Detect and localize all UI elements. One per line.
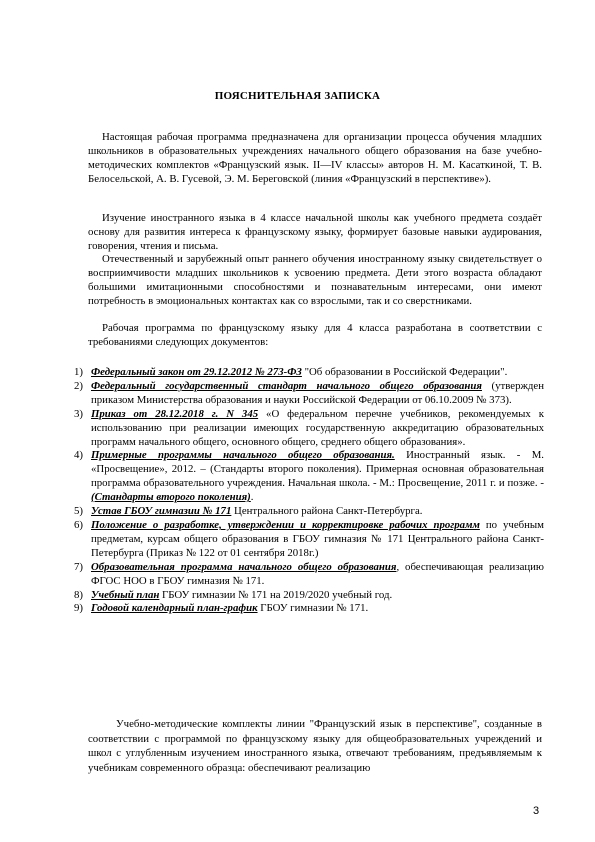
intro-paragraph-4 [88, 322, 542, 350]
list-item: 6) Положение о разработке, утверждении и корректировке рабочих программ по учебным предметам, курсам общего образования в ГБОУ гимназия № 171 Центрального района Санкт-Петербурга (Приказ № 122 от 01 сентября 2018г.) [74, 518, 544, 559]
document-title: Примерные программы начального общего образования. [91, 449, 395, 462]
document-note: (Стандарты второго поколения) [91, 491, 251, 504]
intro-text-1: Настоящая рабочая программа предназначена для организации процесса обучения младших школьников в образовательных учреждениях начального общего образования на базе учебно-методических комплектов «Французский язык. II—IV классы» авторов Н. М. Касаткиной, Т. В. Белосельской, А. В. Гусевой, Э. М. Береговской (линия «Французский в перспективе»). [88, 131, 542, 185]
document-title: Федеральный закон от 29.12.2012 № 273-ФЗ [91, 366, 302, 378]
intro-paragraph-1 [88, 131, 542, 187]
documents-list [74, 366, 544, 616]
document-title: Устав ГБОУ гимназии № 171 [91, 505, 232, 518]
intro-paragraph-3 [88, 253, 542, 309]
document-title: Годовой календарный план-график [91, 602, 258, 615]
document-title: Учебный план [91, 588, 160, 601]
list-item: 9) Годовой календарный план-график ГБОУ гимназии № 171. [74, 602, 369, 615]
document-title: Положение о разработке, утверждении и корректировке рабочих программ [91, 518, 480, 531]
closing-text: Учебно-методические комплекты линии "Французский язык в перспективе", созданные в соответствии с программой по французскому языку для общеобразовательных учреждений и школ с углубленным изучением иностранного языка, отвечают требованиям, предъявляемым к учебникам современного образца: обеспечивают реализацию [88, 718, 542, 774]
page-number: 3 [533, 805, 540, 817]
list-item: 4) Примерные программы начального общего образования. Иностранный язык. - М. «Просвещение», 2012. – (Стандарты второго поколения). Примерная основная образовательная программа образовательного учреждения. Начальная школа. - М.: Просвещение, 2011 г. и позже. - (Стандарты второго поколения). [74, 449, 544, 504]
document-title: Приказ от 28.12.2018 г. N 345 [91, 407, 259, 420]
list-item: 3) Приказ от 28.12.2018 г. N 345 «О федеральном перечне учебников, рекомендуемых к использованию при реализации имеющих государственную аккредитацию образовательных программ начального общего, основного общего, среднего общего образования». [74, 407, 544, 448]
intro-text-4: Рабочая программа по французскому языку для 4 класса разработана в соответствии с требованиями следующих документов: [88, 322, 542, 348]
list-item: 7) Образовательная программа начального общего образования, обеспечивающая реализацию ФГОС НОО в ГБОУ гимназия № 171. [74, 560, 544, 587]
document-title: Федеральный государственный стандарт начального общего образования [91, 379, 482, 392]
list-item: 5) Устав ГБОУ гимназии № 171 Центрального района Санкт-Петербурга. [74, 505, 423, 518]
intro-paragraph-2 [88, 212, 542, 254]
list-item: 1) Федеральный закон от 29.12.2012 № 273-ФЗ "Об образовании в Российской Федерации". [74, 366, 508, 378]
intro-text-2: Изучение иностранного языка в 4 классе начальной школы как учебного предмета создаёт основу для развития интереса к французскому языку, формирует базовые навыки аудирования, говорения, чтения и письма. [88, 212, 542, 252]
list-item: 8) Учебный план ГБОУ гимназии № 171 на 2019/2020 учебный год. [74, 588, 393, 601]
intro-text-3: Отечественный и зарубежный опыт раннего обучения иностранному языку свидетельствует о восприимчивости младших школьников к усвоению предмета. Дети этого возраста обладают большими имитационными способностями и познавательным интересами, они имеют потребность в эмоциональных контактах как со взрослыми, так и со сверстниками. [88, 253, 542, 307]
closing-paragraph [88, 717, 542, 775]
page-title: ПОЯСНИТЕЛЬНАЯ ЗАПИСКА [214, 90, 381, 102]
document-title: Образовательная программа начального общего образования [91, 560, 397, 573]
list-item: 2) Федеральный государственный стандарт начального общего образования (утвержден приказом Министерства образования и науки Российской Федерации от 06.10.2009 № 373). [74, 379, 544, 406]
